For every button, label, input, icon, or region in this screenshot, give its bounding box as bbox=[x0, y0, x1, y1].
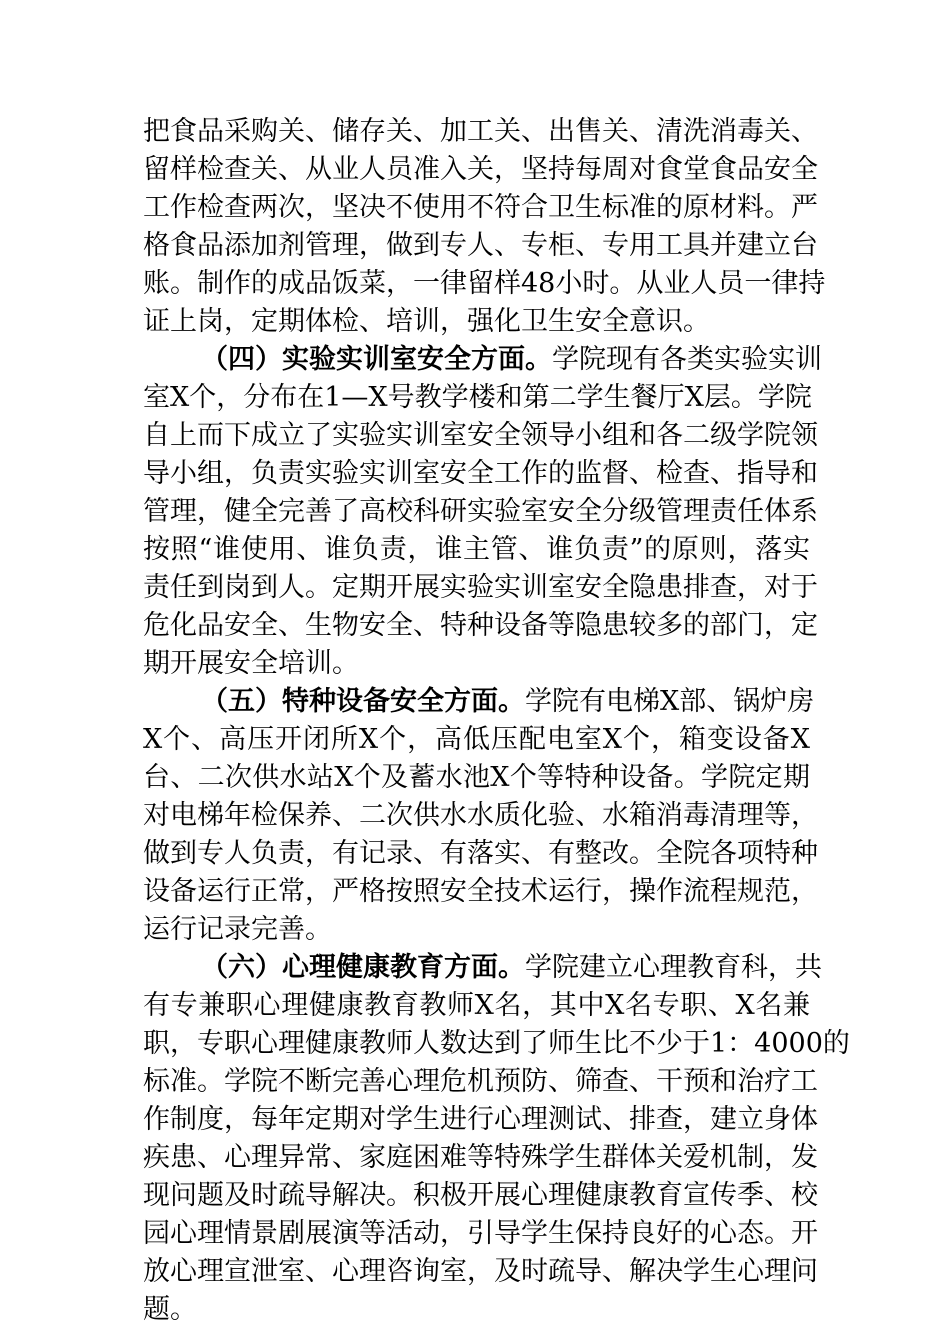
paragraph-1-line-6: 证上岗，定期体检、培训，强化卫生安全意识。 bbox=[143, 306, 710, 337]
paragraph-1-line-1: 把食品采购关、储存关、加工关、出售关、清洗消毒关、 bbox=[143, 116, 818, 147]
paragraph-4-line-9: 放心理宣泄室、心理咨询室，及时疏导、解决学生心理问 bbox=[143, 1256, 818, 1287]
paragraph-2-line-9: 期开展安全培训。 bbox=[143, 648, 359, 679]
paragraph-4-line-4: 标准。学院不断完善心理危机预防、筛查、干预和治疗工 bbox=[143, 1066, 818, 1097]
paragraph-3-line-2: X个、高压开闭所X个，高低压配电室X个，箱变设备X bbox=[143, 724, 810, 755]
paragraph-2-first-line bbox=[143, 342, 822, 378]
paragraph-4-line-5: 作制度，每年定期对学生进行心理测试、排查，建立身体 bbox=[143, 1104, 818, 1135]
paragraph-3-line-7: 运行记录完善。 bbox=[143, 914, 332, 945]
section-heading-five: （五）特种设备安全方面。 bbox=[201, 686, 525, 717]
paragraph-4-first-text: 学院建立心理教育科，共 bbox=[525, 952, 822, 983]
paragraph-3-first-text: 学院有电梯X部、锅炉房 bbox=[525, 686, 815, 717]
paragraph-2-line-7: 责任到岗到人。定期开展实验实训室安全隐患排查，对于 bbox=[143, 572, 818, 603]
section-heading-four: （四）实验实训室安全方面。 bbox=[201, 344, 552, 375]
paragraph-2-line-6: 按照“谁使用、谁负责，谁主管、谁负责”的原则，落实 bbox=[143, 534, 810, 565]
paragraph-3-line-3: 台、二次供水站X个及蓄水池X个等特种设备。学院定期 bbox=[143, 762, 810, 793]
paragraph-3-first-line bbox=[143, 684, 815, 720]
paragraph-4-line-6: 疾患、心理异常、家庭困难等特殊学生群体关爱机制，发 bbox=[143, 1142, 818, 1173]
paragraph-4-line-3: 职，专职心理健康教师人数达到了师生比不少于1：4000的 bbox=[143, 1028, 850, 1059]
paragraph-2-line-5: 管理，健全完善了高校科研实验室安全分级管理责任体系 bbox=[143, 496, 818, 527]
paragraph-1-line-4: 格食品添加剂管理，做到专人、专柜、专用工具并建立台 bbox=[143, 230, 818, 261]
paragraph-3-line-6: 设备运行正常，严格按照安全技术运行，操作流程规范， bbox=[143, 876, 818, 907]
paragraph-1-line-2: 留样检查关、从业人员准入关，坚持每周对食堂食品安全 bbox=[143, 154, 818, 185]
paragraph-2-line-2: 室X个，分布在1—X号教学楼和第二学生餐厅X层。学院 bbox=[143, 382, 812, 413]
paragraph-2-line-8: 危化品安全、生物安全、特种设备等隐患较多的部门，定 bbox=[143, 610, 818, 641]
section-heading-six: （六）心理健康教育方面。 bbox=[201, 952, 525, 983]
paragraph-4-line-10: 题。 bbox=[143, 1294, 197, 1325]
paragraph-4-line-7: 现问题及时疏导解决。积极开展心理健康教育宣传季、校 bbox=[143, 1180, 818, 1211]
paragraph-2-line-4: 导小组，负责实验实训室安全工作的监督、检查、指导和 bbox=[143, 458, 818, 489]
paragraph-4-line-2: 有专兼职心理健康教育教师X名，其中X名专职、X名兼 bbox=[143, 990, 810, 1021]
paragraph-3-line-5: 做到专人负责，有记录、有落实、有整改。全院各项特种 bbox=[143, 838, 818, 869]
paragraph-2-first-text: 学院现有各类实验实训 bbox=[552, 344, 822, 375]
paragraph-3-line-4: 对电梯年检保养、二次供水水质化验、水箱消毒清理等， bbox=[143, 800, 818, 831]
paragraph-1-line-5: 账。制作的成品饭菜，一律留样48小时。从业人员一律持 bbox=[143, 268, 826, 299]
paragraph-4-line-8: 园心理情景剧展演等活动，引导学生保持良好的心态。开 bbox=[143, 1218, 818, 1249]
paragraph-2-line-3: 自上而下成立了实验实训室安全领导小组和各二级学院领 bbox=[143, 420, 818, 451]
paragraph-1-line-3: 工作检查两次，坚决不使用不符合卫生标准的原材料。严 bbox=[143, 192, 818, 223]
paragraph-4-first-line bbox=[143, 950, 822, 986]
